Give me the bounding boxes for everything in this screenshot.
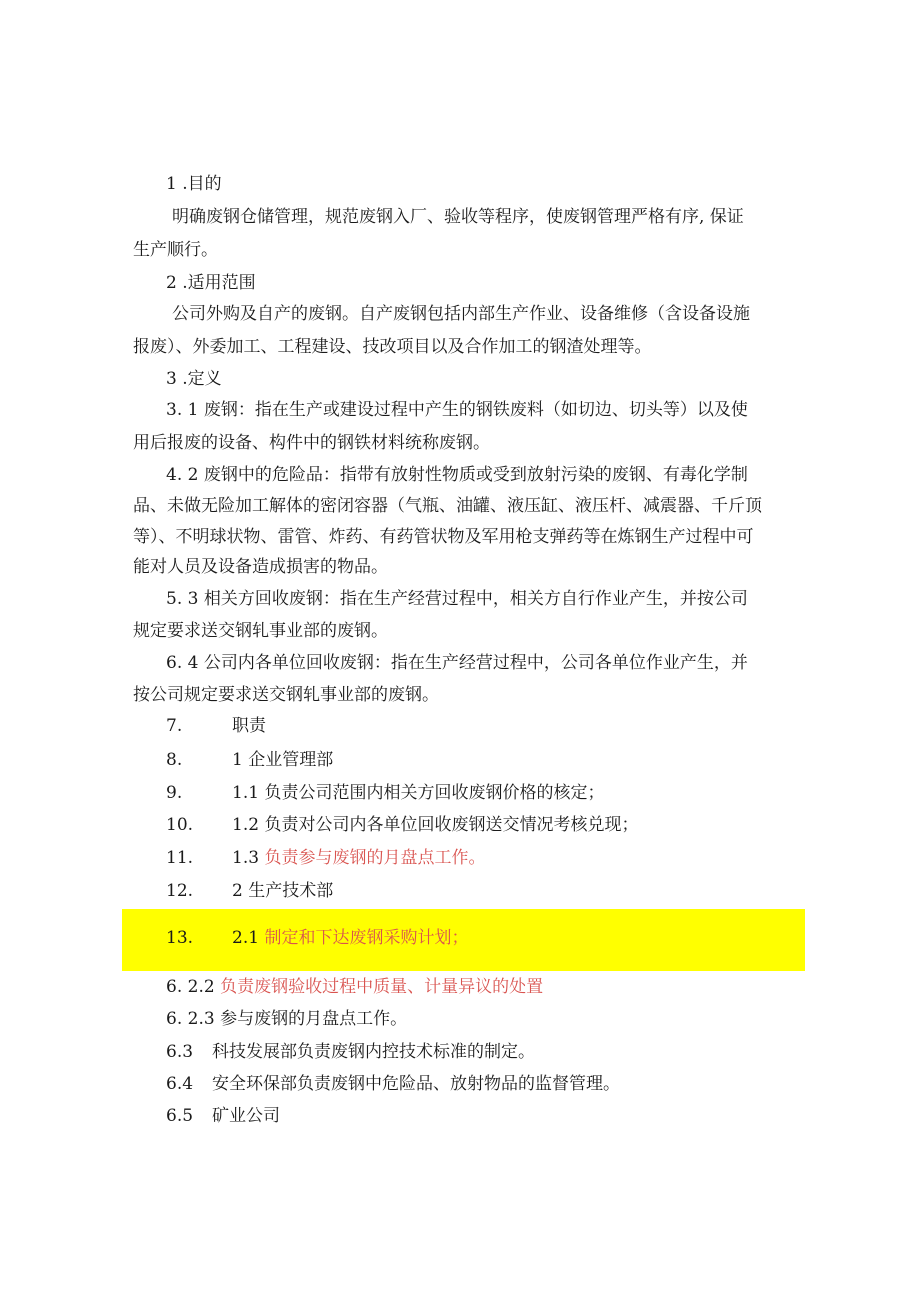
item-6-2-3: 6. 2.3 参与废钢的月盘点工作。 [166, 1009, 408, 1029]
definition-6-4-line-2: 按公司规定要求送交钢轧事业部的废钢。 [133, 685, 439, 705]
list-item-text: 职责 [232, 716, 266, 736]
list-item-text: 2 生产技术部 [232, 881, 334, 901]
list-item-text [232, 846, 485, 870]
section-1-paragraph-line-1: 明确废钢仓储管理，规范废钢入厂、验收等程序，使废钢管理严格有序, 保证 [172, 207, 744, 227]
item-number: 6.5 [166, 1106, 194, 1126]
item-6-3 [166, 1040, 535, 1064]
list-item-text [232, 926, 468, 950]
section-1-heading: 1 .目的 [166, 174, 222, 194]
definition-5-3-line-2: 规定要求送交钢轧事业部的废钢。 [133, 621, 388, 641]
list-item-number: 9. [166, 783, 183, 803]
item-6-5 [166, 1104, 280, 1128]
item-6-4 [166, 1072, 620, 1096]
list-item-number: 7. [166, 716, 183, 736]
list-item-number: 11. [166, 848, 194, 868]
definition-4-2-line-1: 4. 2 废钢中的危险品：指带有放射性物质或受到放射污染的废钢、有毒化学制 [166, 465, 748, 485]
list-item [166, 879, 334, 903]
definition-5-3-line-1: 5. 3 相关方回收废钢：指在生产经营过程中，相关方自行作业产生，并按公司 [166, 589, 748, 609]
item-text: 矿业公司 [212, 1106, 280, 1126]
item-6-2-2-prefix: 6. 2.2 [166, 977, 221, 997]
list-item [166, 714, 266, 738]
list-item-highlighted [166, 926, 469, 950]
list-item-red-text: 负责参与废钢的月盘点工作。 [264, 848, 486, 868]
list-item-text: 1.1 负责公司范围内相关方回收废钢价格的核定； [232, 783, 605, 803]
list-item-prefix: 1.3 [232, 848, 265, 868]
item-text: 安全环保部负责废钢中危险品、放射物品的监督管理。 [212, 1074, 620, 1094]
section-2-paragraph-line-2: 报废）、外委加工、工程建设、技改项目以及合作加工的钢渣处理等。 [133, 337, 652, 357]
list-item-red-text: 制定和下达废钢采购计划； [264, 928, 469, 948]
definition-4-2-line-4: 能对人员及设备造成损害的物品。 [133, 557, 388, 577]
item-number: 6.4 [166, 1074, 194, 1094]
definition-3-1-line-2: 用后报废的设备、构件中的钢铁材料统称废钢。 [133, 433, 490, 453]
item-text: 科技发展部负责废钢内控技术标准的制定。 [212, 1042, 535, 1062]
section-2-paragraph-line-1: 公司外购及自产的废钢。自产废钢包括内部生产作业、设备维修（含设备设施 [172, 304, 750, 324]
list-item [166, 748, 334, 772]
item-number: 6.3 [166, 1042, 194, 1062]
definition-4-2-line-3: 等）、不明球状物、雷管、炸药、有药管状物及军用枪支弹药等在炼钢生产过程中可 [133, 527, 754, 547]
definition-4-2-line-2: 品、未做无险加工解体的密闭容器（气瓶、油罐、液压缸、液压杆、减震器、千斤顶 [133, 496, 762, 516]
list-item-number: 10. [166, 815, 194, 835]
section-2-heading: 2 .适用范围 [166, 273, 256, 293]
section-1-paragraph-line-2: 生产顺行。 [133, 240, 218, 260]
item-6-2-2-red-text: 负责废钢验收过程中质量、计量异议的处置 [220, 977, 544, 997]
list-item-text: 1 企业管理部 [232, 750, 334, 770]
list-item-number: 13. [166, 928, 194, 948]
section-3-heading: 3 .定义 [166, 369, 222, 389]
list-item-text: 1.2 负责对公司内各单位回收废钢送交情况考核兑现； [232, 815, 639, 835]
list-item [166, 781, 605, 805]
list-item [166, 813, 639, 837]
definition-3-1-line-1: 3. 1 废钢：指在生产或建设过程中产生的钢铁废料（如切边、切头等）以及使 [166, 400, 748, 420]
definition-6-4-line-1: 6. 4 公司内各单位回收废钢：指在生产经营过程中，公司各单位作业产生，并 [166, 653, 748, 673]
list-item-number: 12. [166, 881, 194, 901]
list-item-number: 8. [166, 750, 183, 770]
item-6-2-2 [166, 975, 543, 999]
list-item-prefix: 2.1 [232, 928, 265, 948]
list-item [166, 846, 486, 870]
